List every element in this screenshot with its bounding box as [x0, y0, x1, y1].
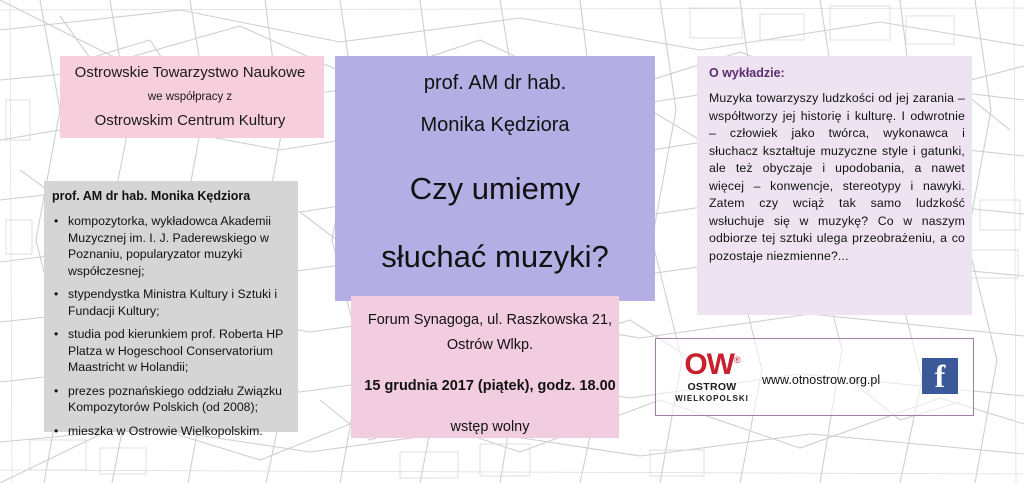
biography-list: [52, 213, 302, 439]
ow-monogram-text: OW: [684, 348, 734, 381]
biography-title: prof. AM dr hab. Monika Kędziora: [52, 189, 251, 203]
organizer-line-3: Ostrowskim Centrum Kultury: [94, 112, 286, 129]
organizer-text: [40, 62, 340, 132]
event-date: 15 grudnia 2017 (piątek), godz. 18.00: [364, 378, 616, 394]
lecture-title-line-2: słuchać muzyki?: [381, 239, 609, 274]
ow-monogram-icon: [684, 344, 739, 381]
facebook-icon[interactable]: f: [922, 358, 958, 394]
venue-line-1: Forum Synagoga, ul. Raszkowska 21,: [367, 312, 613, 328]
venue-line-2: Ostrów Wlkp.: [446, 337, 534, 353]
registered-mark: ®: [734, 355, 740, 365]
list-item: • prezes poznańskiego oddziału Związku Kompozytorów Polskich (od 2008);: [66, 383, 302, 416]
website-url[interactable]: www.otnostrow.org.pl: [762, 373, 881, 387]
ostrow-logo-subtitle: WIELKOPOLSKI: [675, 394, 749, 403]
ostrow-logo-name: OSTROW: [687, 381, 737, 393]
biography-content: [52, 188, 302, 446]
ostrow-logo: [664, 344, 760, 408]
title-content: [335, 62, 655, 282]
speaker-line-1: prof. AM dr hab.: [423, 72, 567, 94]
about-text: Muzyka towarzyszy ludzkości od jej zarania – współtworzy jej historię i kulturę. I odwrotnie – człowiek jako twórca, wykonawca i słuchacz kształtuje muzyczne style i gatunki, ale też obyczaje i upodobania, a nawet więcej – konwencje, stereotypy i nawyki. Zatem czy wciąż tak samo ludzkość wsłuchuje się w muzykę? Co w naszym odbiorze tej sztuki ulega przeobrażeniu, a co pozostaje niezmienne?...: [709, 91, 965, 263]
list-item: • mieszka w Ostrowie Wielkopolskim.: [66, 423, 302, 440]
speaker-line-2: Monika Kędziora: [420, 114, 570, 136]
list-item: • stypendystka Ministra Kultury i Sztuki i Fundacji Kultury;: [66, 286, 302, 319]
details-content: [340, 308, 640, 440]
lecture-title-line-1: Czy umiemy: [409, 171, 581, 206]
organizer-line-1: Ostrowskie Towarzystwo Naukowe: [74, 64, 306, 81]
about-title: O wykładzie:: [709, 66, 785, 80]
about-content: [709, 66, 965, 265]
admission-note: wstęp wolny: [450, 419, 530, 435]
organizer-line-2: we współpracy z: [147, 91, 233, 103]
list-item: • studia pod kierunkiem prof. Roberta HP Platza w Hogeschool Conservatorium Maastricht w Holandii;: [66, 326, 302, 376]
list-item: • kompozytorka, wykładowca Akademii Muzycznej im. I. J. Paderewskiego w Poznaniu, popularyzator muzyki współczesnej;: [66, 213, 302, 279]
